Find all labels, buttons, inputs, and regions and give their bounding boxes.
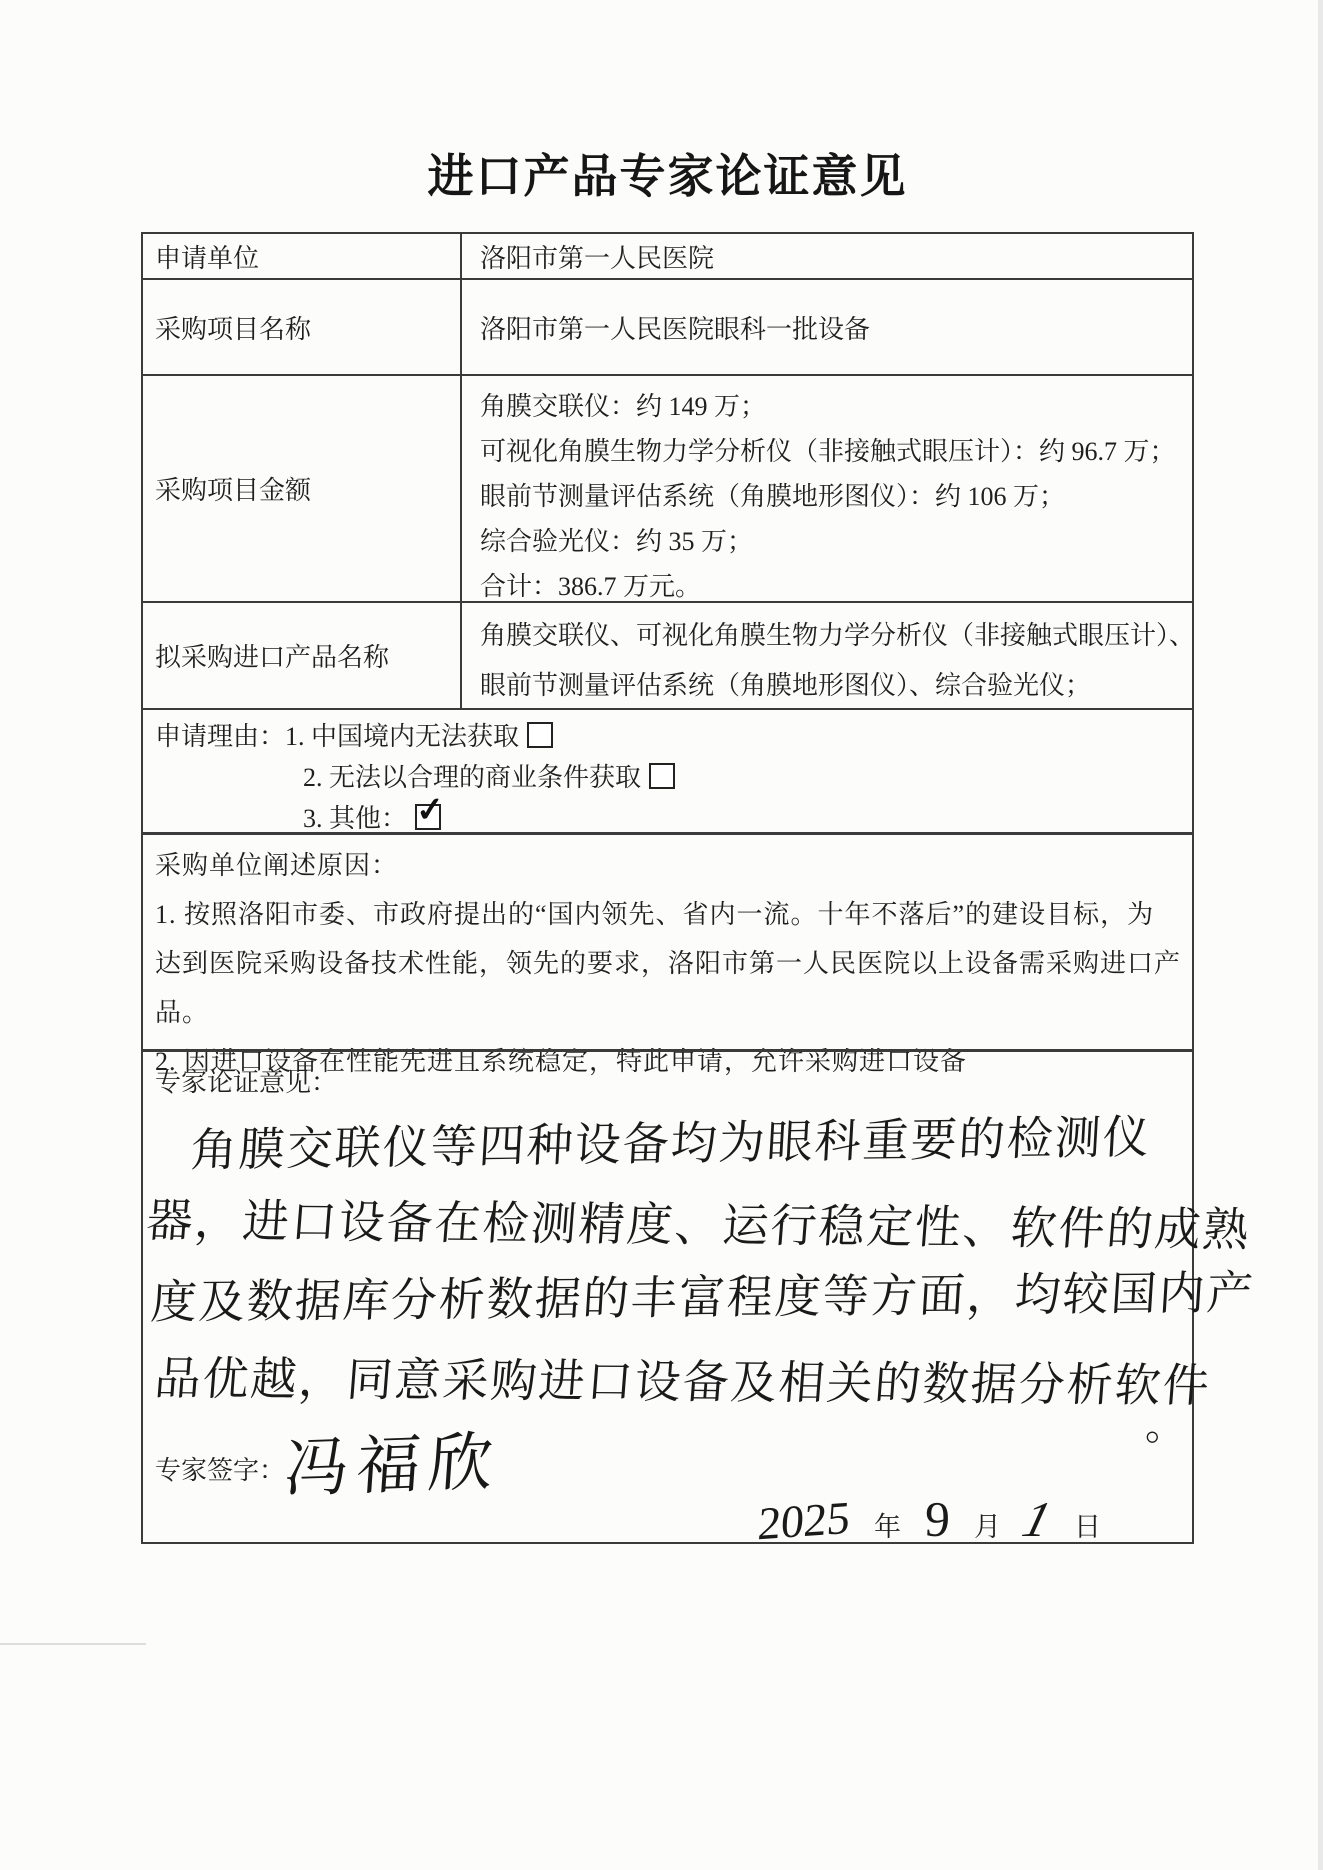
- applicant-value: 洛阳市第一人民医院: [480, 243, 715, 273]
- handwritten-opinion-line: 品优越，同意采购进口设备及相关的数据分析软件: [152, 1353, 1213, 1412]
- import-products-line: 眼前节测量评估系统（角膜地形图仪）、综合验光仪；: [480, 671, 1092, 700]
- purchase-reason-line: 达到医院采购设备技术性能，领先的要求，洛阳市第一人民医院以上设备需采购进口产: [155, 949, 1182, 978]
- date-year-handwriting: 2025: [756, 1491, 852, 1550]
- row-project-name: [143, 278, 1192, 374]
- handwritten-opinion-line: 角膜交联仪等四种设备均为眼科重要的检测仪: [189, 1111, 1153, 1177]
- handwritten-date: [758, 1490, 1101, 1548]
- apply-reason-item-3: [303, 791, 1180, 839]
- amount-line: 合计：386.7 万元。: [480, 572, 702, 601]
- scan-artifact-line: [0, 1643, 146, 1645]
- date-year-unit: 年: [874, 1512, 901, 1542]
- apply-reason-item-1: [155, 716, 1180, 757]
- handwritten-opinion-line: 度及数据库分析数据的丰富程度等方面，均较国内产: [149, 1267, 1257, 1329]
- applicant-label: 申请单位: [143, 234, 462, 278]
- amount-line: 可视化角膜生物力学分析仪（非接触式眼压计）：约 96.7 万；: [480, 437, 1176, 466]
- row-import-products: [143, 601, 1196, 708]
- project-amount-value: [462, 376, 1192, 601]
- apply-reason-option-text: 3. 其他：: [303, 804, 408, 833]
- amount-line: 综合验光仪：约 35 万；: [480, 527, 754, 556]
- date-month-handwriting: 9: [924, 1490, 951, 1548]
- date-month-unit: 月: [974, 1512, 1001, 1542]
- project-name-label: 采购项目名称: [143, 280, 462, 374]
- expert-opinion-form-table: [141, 232, 1257, 1550]
- purchase-reason-line: 2. 因进口设备在性能先进且系统稳定，特此申请，允许采购进口设备: [155, 1047, 968, 1076]
- row-apply-reason: [143, 708, 1192, 832]
- row-purchase-reason: [143, 832, 1192, 1076]
- date-day-handwriting: 1: [1012, 1491, 1063, 1547]
- row-project-amount: [143, 374, 1192, 601]
- import-products-label: 拟采购进口产品名称: [143, 603, 462, 708]
- apply-reason-cell: [143, 710, 1192, 832]
- import-products-value: [462, 603, 1195, 708]
- purchase-reason-line: 品。: [155, 998, 210, 1027]
- expert-signature-label: 专家签字：: [155, 1456, 286, 1485]
- expert-opinion-heading: 专家论证意见：: [155, 1068, 338, 1097]
- apply-reason-prefix: 申请理由：: [155, 722, 286, 751]
- amount-line: 眼前节测量评估系统（角膜地形图仪）：约 106 万；: [480, 482, 1066, 511]
- date-day-unit: 日: [1074, 1512, 1101, 1542]
- document-title: 进口产品专家论证意见: [427, 151, 908, 202]
- row-expert-opinion: [143, 1049, 1257, 1550]
- checkbox-unchecked-icon: [649, 763, 675, 789]
- apply-reason-option-text: 1. 中国境内无法获取: [285, 722, 520, 751]
- project-name-value: 洛阳市第一人民医院眼科一批设备: [480, 314, 871, 344]
- purchase-reason-cell: [143, 835, 1192, 1076]
- purchase-reason-heading: 采购单位阐述原因：: [155, 851, 399, 880]
- scan-edge-shadow: [1318, 0, 1323, 1870]
- import-products-line: 角膜交联仪、可视化角膜生物力学分析仪（非接触式眼压计）、: [480, 621, 1196, 650]
- apply-reason-option-text: 2. 无法以合理的商业条件获取: [303, 763, 642, 792]
- checkmark-glyph: ✓: [414, 791, 446, 830]
- row-applicant: [143, 234, 1192, 278]
- checkbox-checked-icon: [414, 791, 446, 830]
- amount-line: 角膜交联仪：约 149 万；: [480, 392, 767, 421]
- expert-signature-handwriting: 冯福欣: [282, 1426, 504, 1505]
- checkbox-unchecked-icon: [527, 722, 553, 748]
- expert-opinion-cell: [143, 1052, 1257, 1550]
- handwritten-period: 。: [1145, 1403, 1185, 1448]
- purchase-reason-line: 1. 按照洛阳市委、市政府提出的“国内领先、省内一流。十年不落后”的建设目标，为: [155, 900, 1155, 929]
- handwritten-opinion-line: 器，进口设备在检测精度、运行稳定性、软件的成熟: [144, 1195, 1253, 1256]
- project-amount-label: 采购项目金额: [143, 376, 462, 601]
